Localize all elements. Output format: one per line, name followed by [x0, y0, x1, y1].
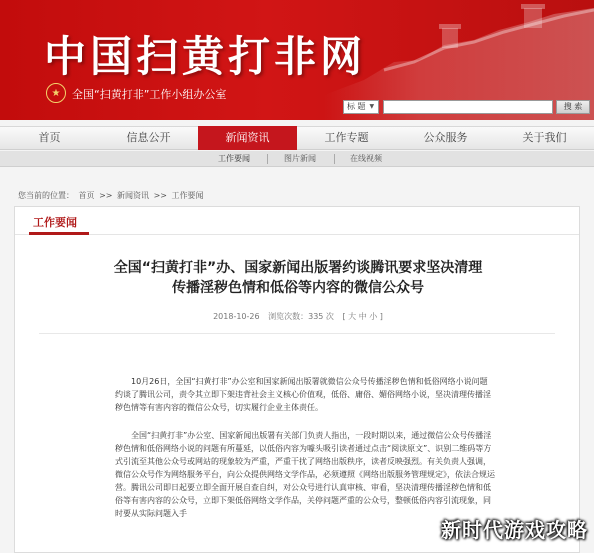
main-nav	[0, 126, 594, 150]
breadcrumb-separator: >>	[153, 191, 167, 200]
subnav-item-work-news[interactable]: 工作要闻	[218, 154, 250, 163]
nav-item-about[interactable]: 关于我们	[522, 131, 567, 144]
site-logo-title[interactable]: 中国扫黄打非网	[44, 32, 367, 81]
article-title-line-2: 传播淫秽色情和低俗等内容的微信公众号	[172, 280, 424, 296]
nav-item-public-service[interactable]: 公众服务	[423, 131, 468, 144]
breadcrumb-separator: >>	[99, 191, 113, 200]
article-meta	[15, 311, 581, 322]
subnav-divider	[267, 154, 268, 164]
article-title-line-1: 全国“扫黄打非”办、国家新闻出版署约谈腾讯要求坚决清理	[113, 260, 483, 276]
section-title-underline	[29, 232, 89, 235]
sub-nav	[0, 151, 594, 167]
nav-item-info-disclosure[interactable]: 信息公开	[126, 131, 171, 144]
breadcrumb-work-news[interactable]: 工作要闻	[171, 191, 204, 200]
subnav-item-online-video[interactable]: 在线视频	[350, 154, 382, 163]
watermark-logo: 新时代游戏攻略	[441, 518, 588, 542]
nav-item-home[interactable]: 首页	[38, 131, 61, 144]
breadcrumb-prefix: 您当前的位置：	[18, 191, 74, 200]
subnav-item-photo-news[interactable]: 图片新闻	[284, 154, 316, 163]
breadcrumb-home[interactable]: 首页	[78, 191, 95, 200]
nav-item-news[interactable]: 新闻资讯	[198, 126, 297, 150]
section-title: 工作要闻	[33, 216, 77, 229]
article-paragraph-1: 10月26日，全国“扫黄打非”办公室和国家新闻出版署就微信公众号传播淫秽色情和低俗网络小说问题约谈了腾讯公司，责令其立即下架违背社会主义核心价值观，低俗、庸俗、媚俗网络小说，坚决清理传播淫秽色情等有害内容的微信公众号，切实履行企业主体责任。	[115, 377, 491, 412]
article-paragraph-2: 全国“扫黄打非”办公室、国家新闻出版署有关部门负责人指出，一段时期以来，通过微信公众号传播淫秽色情和低俗网络小说的问题有所蔓延，以低俗内容为噱头吸引读者通过点击“阅读原文”、识别二维码等方式引流至其他公众号或网站的现象较为严重，严重干扰了网络出版秩序，读者反映强烈。有关负责人强调，微信公众号作为网络服务平台，向公众提供网络文学作品，必须遵照《网络出版服务管理规定》，依法合规运营。腾讯公司即日起要立即全面开展自查自纠，对公众号进行认真审核、审看，坚决清理传播淫秽色情和低俗等有害内容的公众号，立即下架低俗网络文学作品，关停问题严重的公众号，整顿低俗内容引流现象，同时要从实际问题入手	[115, 431, 495, 518]
breadcrumb-news[interactable]: 新闻资讯	[117, 191, 150, 200]
subnav-divider	[334, 154, 335, 164]
article-date: 2018-10-26	[213, 312, 260, 321]
national-emblem-icon: ★	[46, 83, 66, 103]
search-input[interactable]	[383, 100, 553, 114]
search-field-select[interactable]	[343, 100, 379, 114]
search-field-label: 标 题	[347, 102, 366, 111]
search-button[interactable]: 搜 索	[556, 100, 590, 114]
article-panel	[14, 206, 580, 553]
article-divider	[39, 333, 555, 334]
chevron-down-icon: ▼	[369, 103, 375, 110]
office-name: 全国“扫黄打非”工作小组办公室	[72, 88, 227, 101]
article-views: 浏览次数：335 次	[268, 312, 334, 321]
site-header	[0, 0, 594, 120]
nav-item-topics[interactable]: 工作专题	[324, 131, 369, 144]
font-size-switch[interactable]: [ 大 中 小 ]	[342, 312, 383, 321]
section-header	[15, 207, 579, 235]
search-bar	[343, 99, 590, 114]
breadcrumb	[18, 190, 206, 201]
